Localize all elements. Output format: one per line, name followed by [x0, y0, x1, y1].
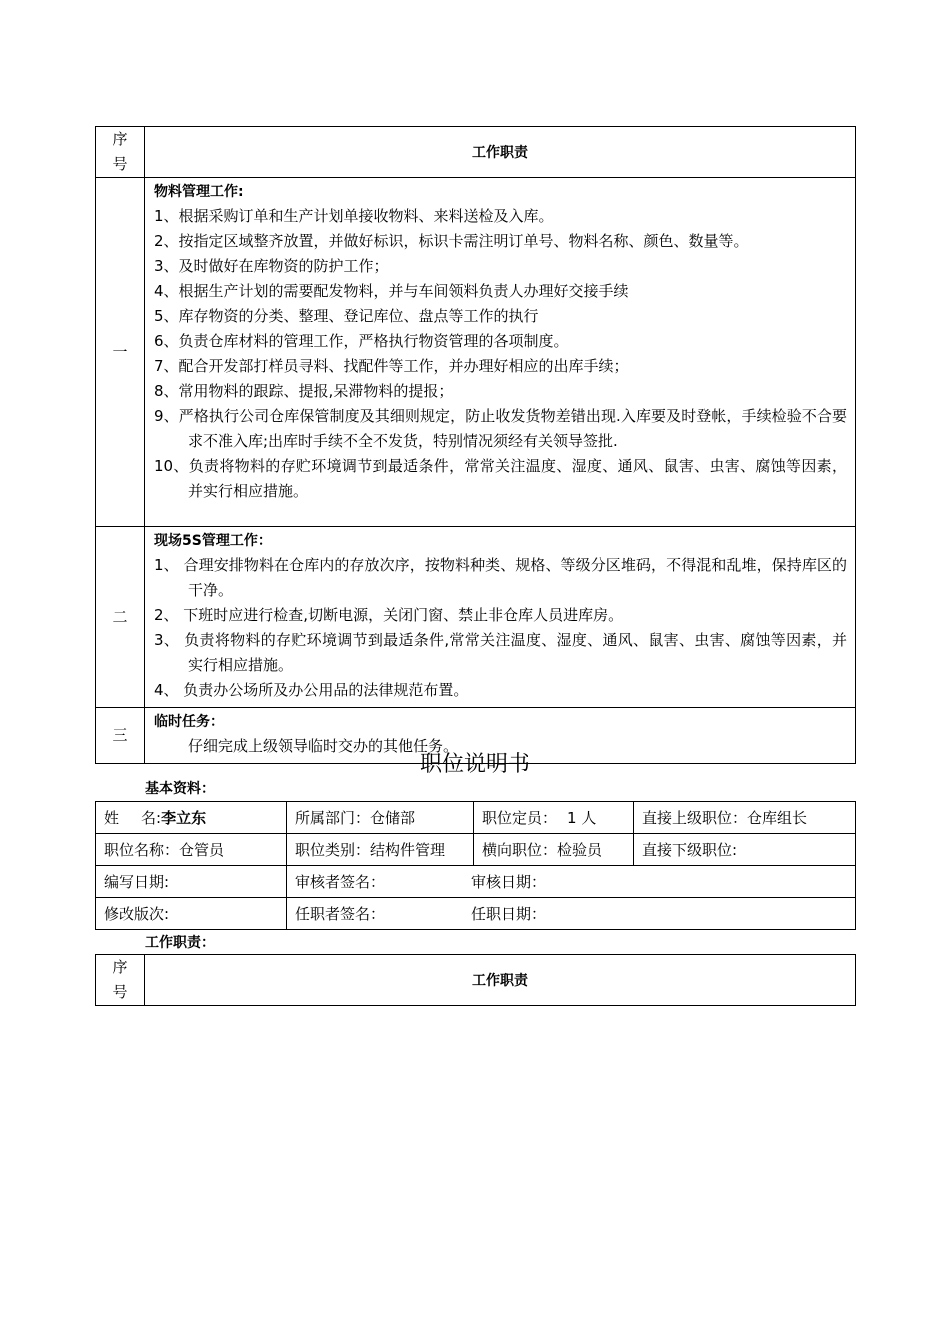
section-title: 临时任务： — [154, 714, 224, 730]
name-value: 李立东 — [161, 809, 207, 827]
duty-item: 4、根据生产计划的需要配发物料，并与车间领料负责人办理好交接手续 — [154, 282, 629, 300]
duty-item: 7、配合开发部打样员寻料、找配件等工作，并办理好相应的出库手续； — [154, 357, 629, 375]
duty-item: 2、 下班时应进行检查,切断电源，关闭门窗、禁止非仓库人员进库房。 — [154, 606, 624, 624]
basic-info-label: 基本资料： — [145, 781, 215, 797]
headcount-cell: 职位定员： 1 人 — [474, 802, 634, 834]
duty-item: 6、负责仓库材料的管理工作，严格执行物资管理的各项制度。 — [154, 332, 569, 350]
basic-info-table — [95, 801, 856, 930]
duties-table — [95, 126, 856, 764]
review-cell: 审核者签名： 审核日期： — [287, 866, 856, 898]
seq-header: 序号 — [96, 127, 145, 178]
section-title: 物料管理工作: — [154, 184, 244, 200]
duties-table-2 — [95, 954, 856, 1006]
lateral-cell: 横向职位：检验员 — [474, 834, 634, 866]
dept-cell: 所属部门：仓储部 — [287, 802, 474, 834]
section-title: 现场5S管理工作： — [154, 533, 272, 549]
duty-item: 9、严格执行公司仓库保管制度及其细则规定，防止收发货物差错出现.入库要及时登帐，手续检验不合要求不准入库;出库时手续不全不发货，特别情况须经有关领导签批. — [154, 407, 847, 450]
category-cell: 职位类别：结构件管理 — [287, 834, 474, 866]
duty-item: 2、按指定区域整齐放置，并做好标识，标识卡需注明订单号、物料名称、颜色、数量等。 — [154, 232, 749, 250]
duty-header: 工作职责 — [145, 127, 856, 178]
duty-item: 8、常用物料的跟踪、提报,呆滞物料的提报； — [154, 382, 454, 400]
duty-label: 工作职责： — [145, 935, 215, 951]
subordinate-cell: 直接下级职位: — [634, 834, 856, 866]
name-cell: 姓 名:李立东 — [96, 802, 287, 834]
write-date-cell: 编写日期: — [96, 866, 287, 898]
duty-item: 3、 负责将物料的存贮环境调节到最适条件,常常关注温度、湿度、通风、鼠害、虫害、腐蚀等因素，并实行相应措施。 — [154, 631, 847, 674]
duty-item: 仔细完成上级领导临时交办的其他任务。 — [188, 737, 459, 755]
duty-item: 5、库存物资的分类、整理、登记库位、盘点等工作的执行 — [154, 307, 539, 325]
section-material — [145, 178, 856, 527]
duty-item: 3、及时做好在库物资的防护工作； — [154, 257, 389, 275]
duty-header: 工作职责 — [145, 955, 856, 1006]
revision-cell: 修改版次: — [96, 898, 287, 930]
section-seq: 二 — [96, 527, 145, 708]
seq-header: 序号 — [96, 955, 145, 1006]
page-title: 职位说明书 — [419, 752, 530, 777]
holder-cell: 任职者签名： 任职日期： — [287, 898, 856, 930]
position-cell: 职位名称：仓管员 — [96, 834, 287, 866]
section-5s — [145, 527, 856, 708]
duty-item: 4、 负责办公场所及办公用品的法律规范布置。 — [154, 681, 469, 699]
section-seq: 三 — [96, 708, 145, 764]
duty-item: 10、负责将物料的存贮环境调节到最适条件，常常关注温度、湿度、通风、鼠害、虫害、腐蚀等因素，并实行相应措施。 — [154, 457, 847, 500]
superior-cell: 直接上级职位：仓库组长 — [634, 802, 856, 834]
duty-item: 1、根据采购订单和生产计划单接收物料、来料送检及入库。 — [154, 207, 554, 225]
section-seq: 一 — [96, 178, 145, 527]
duty-item: 1、 合理安排物料在仓库内的存放次序，按物料种类、规格、等级分区堆码，不得混和乱堆，保持库区的干净。 — [154, 556, 847, 599]
